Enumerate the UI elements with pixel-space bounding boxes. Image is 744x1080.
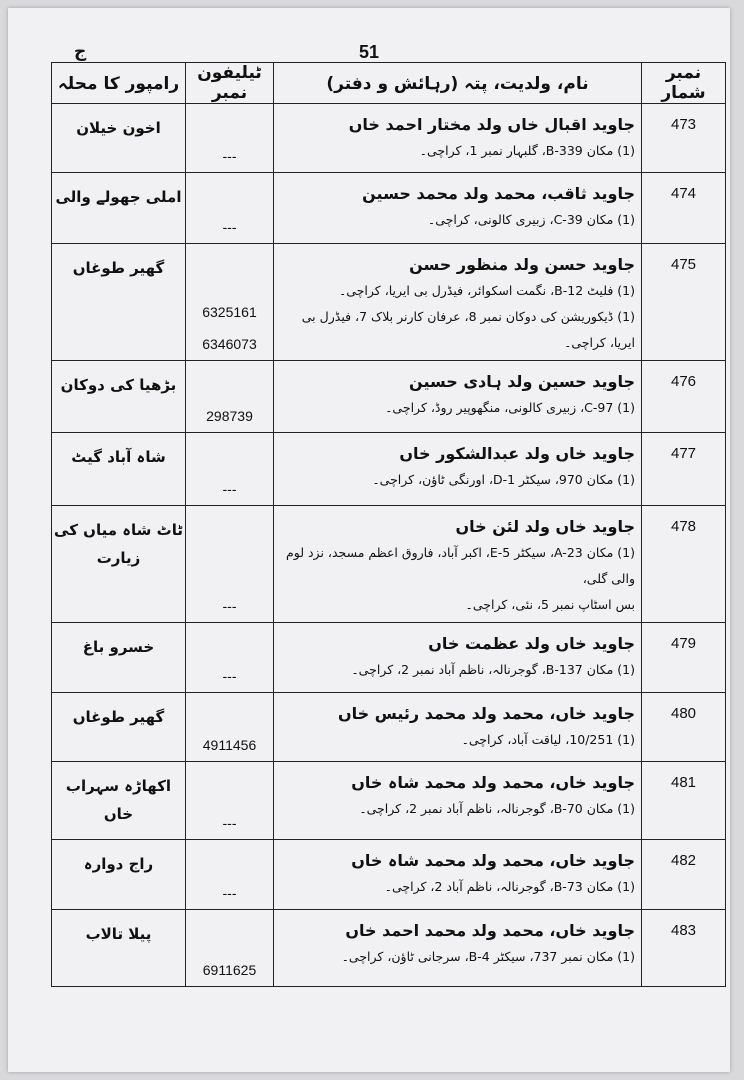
entry-name: جاوید خاں ولد عظمت خاں xyxy=(428,634,635,653)
entry-area: اخون خیلان xyxy=(52,104,186,173)
entry-phone: --- xyxy=(222,885,237,901)
entry-address: (1) مکان C-39، زبیری کالونی، کراچی۔ xyxy=(427,212,635,227)
entry-area: گھیر طوغاں xyxy=(52,693,186,762)
table-row xyxy=(52,840,726,910)
entry-name-cell xyxy=(274,433,642,506)
entry-name: جاوید خاں، محمد ولد محمد احمد خاں xyxy=(345,921,635,940)
entry-name: جاوید خاں ولد عبدالشکور خاں xyxy=(399,444,635,463)
table-body xyxy=(52,104,726,987)
table-row xyxy=(52,244,726,361)
entry-phone-cell xyxy=(186,693,274,762)
entry-phone: --- xyxy=(222,219,237,235)
entry-address: (1) ڈیکوریشن کی دوکان نمبر 8، عرفان کارنر بلاک 7، فیڈرل بی ایریا، کراچی۔ xyxy=(301,309,635,350)
entry-number: 474 xyxy=(642,173,726,244)
entry-name: جاوید ثاقب، محمد ولد محمد حسین xyxy=(362,184,635,203)
directory-table xyxy=(51,62,726,987)
entry-area: شاہ آباد گیٹ xyxy=(52,433,186,506)
table-row xyxy=(52,433,726,506)
entry-name-cell xyxy=(274,361,642,433)
entry-phone-cell xyxy=(186,361,274,433)
entry-name-cell xyxy=(274,104,642,173)
table-row xyxy=(52,693,726,762)
entry-phone-cell xyxy=(186,762,274,840)
entry-phone: 298739 xyxy=(206,408,253,424)
entry-address: (1) مکان نمبر 737، سیکٹر B-4، سرجانی ٹاؤن، کراچی۔ xyxy=(341,949,635,964)
entry-number: 478 xyxy=(642,506,726,623)
entry-area: گھیر طوغاں xyxy=(52,244,186,361)
entry-address: (1) فلیٹ B-12، نگمت اسکوائر، فیڈرل بی ایریا، کراچی۔ xyxy=(338,283,635,298)
entry-phone-cell xyxy=(186,173,274,244)
entry-phone: --- xyxy=(222,668,237,684)
entry-address: (1) مکان B-339، گلبہار نمبر 1، کراچی۔ xyxy=(419,143,635,158)
entry-name-cell xyxy=(274,762,642,840)
table-row xyxy=(52,506,726,623)
entry-name: جاوید خاں، محمد ولد محمد شاہ خاں xyxy=(351,773,635,792)
entry-address: (1) مکان A-23، سیکٹر E-5، اکبر آباد، فاروق اعظم مسجد، نزد لوم والی گلی، xyxy=(286,545,635,586)
header-area: رامپور کا محلہ xyxy=(52,63,186,104)
entry-number: 473 xyxy=(642,104,726,173)
entry-name-cell xyxy=(274,840,642,910)
entry-phone: 6325161 xyxy=(202,304,257,320)
entry-name: جاوید خاں ولد لئن خاں xyxy=(455,517,635,536)
table-row xyxy=(52,361,726,433)
entry-name: جاوید اقبال خاں ولد مختار احمد خاں xyxy=(348,115,635,134)
entry-number: 483 xyxy=(642,910,726,987)
entry-name-cell xyxy=(274,910,642,987)
entry-number: 480 xyxy=(642,693,726,762)
entry-phone-cell xyxy=(186,623,274,693)
entry-area: املی جھولے والی xyxy=(52,173,186,244)
entry-number: 482 xyxy=(642,840,726,910)
entry-phone-cell xyxy=(186,244,274,361)
entry-phone: 4911456 xyxy=(202,737,257,753)
header-phone: ٹیلیفون نمبر xyxy=(186,63,274,104)
entry-phone: --- xyxy=(222,598,237,614)
entry-area: بڑھیا کی دوکان xyxy=(52,361,186,433)
entry-address: (1) مکان B-73، گوجرنالہ، ناظم آباد 2، کراچی۔ xyxy=(384,879,635,894)
entry-phone-cell xyxy=(186,840,274,910)
entry-name-cell xyxy=(274,506,642,623)
entry-phone: --- xyxy=(222,148,237,164)
entry-name: جاوید خاں، محمد ولد محمد شاہ خاں xyxy=(351,851,635,870)
entry-phone-cell xyxy=(186,506,274,623)
entry-address: (1) مکان 970، سیکٹر D-1، اورنگی ٹاؤن، کراچی۔ xyxy=(372,472,635,487)
entry-address: (1) مکان B-70، گوجرنالہ، ناظم آباد نمبر 2، کراچی۔ xyxy=(359,801,635,816)
entry-number: 479 xyxy=(642,623,726,693)
entry-address: (1) مکان B-137، گوجرنالہ، ناظم آباد نمبر 2، کراچی۔ xyxy=(351,662,635,677)
table-row xyxy=(52,910,726,987)
header-number: نمبر شمار xyxy=(642,63,726,104)
entry-phone: 6911625 xyxy=(202,962,257,978)
entry-phone: --- xyxy=(222,815,237,831)
table-row xyxy=(52,762,726,840)
entry-address: بس اسٹاپ نمبر 5، نئی، کراچی۔ xyxy=(465,597,635,612)
table-row xyxy=(52,173,726,244)
page-number: 51 xyxy=(358,42,380,62)
entry-phone-cell xyxy=(186,910,274,987)
entry-number: 476 xyxy=(642,361,726,433)
entry-name-cell xyxy=(274,244,642,361)
entry-number: 481 xyxy=(642,762,726,840)
entry-area: راج دوارہ xyxy=(52,840,186,910)
entry-name-cell xyxy=(274,173,642,244)
entry-number: 475 xyxy=(642,244,726,361)
page-corner-letter: ج xyxy=(74,42,87,62)
entry-name: جاوید حسین ولد ہادی حسین xyxy=(409,372,635,391)
table-row xyxy=(52,623,726,693)
table-row xyxy=(52,104,726,173)
table-header-row xyxy=(52,63,726,104)
entry-phone: --- xyxy=(222,481,237,497)
entry-address: (1) C-97، زبیری کالونی، منگھوپیر روڈ، کراچی۔ xyxy=(385,400,635,415)
entry-phone-cell xyxy=(186,104,274,173)
entry-area: خسرو باغ xyxy=(52,623,186,693)
entry-name: جاوید حسن ولد منظور حسن xyxy=(409,255,635,274)
header-name: نام، ولدیت، پتہ (رہائش و دفتر) xyxy=(274,63,642,104)
entry-name-cell xyxy=(274,693,642,762)
entry-area: ٹاٹ شاہ میاں کی زیارت xyxy=(52,506,186,623)
entry-phone-cell xyxy=(186,433,274,506)
entry-number: 477 xyxy=(642,433,726,506)
entry-area: اکھاڑہ سہراب خاں xyxy=(52,762,186,840)
entry-name: جاوید خاں، محمد ولد محمد رئیس خاں xyxy=(338,704,635,723)
entry-area: پیلا تالاب xyxy=(52,910,186,987)
entry-phone: 6346073 xyxy=(202,336,257,352)
entry-address: (1) 10/251، لیاقت آباد، کراچی۔ xyxy=(461,732,635,747)
entry-name-cell xyxy=(274,623,642,693)
